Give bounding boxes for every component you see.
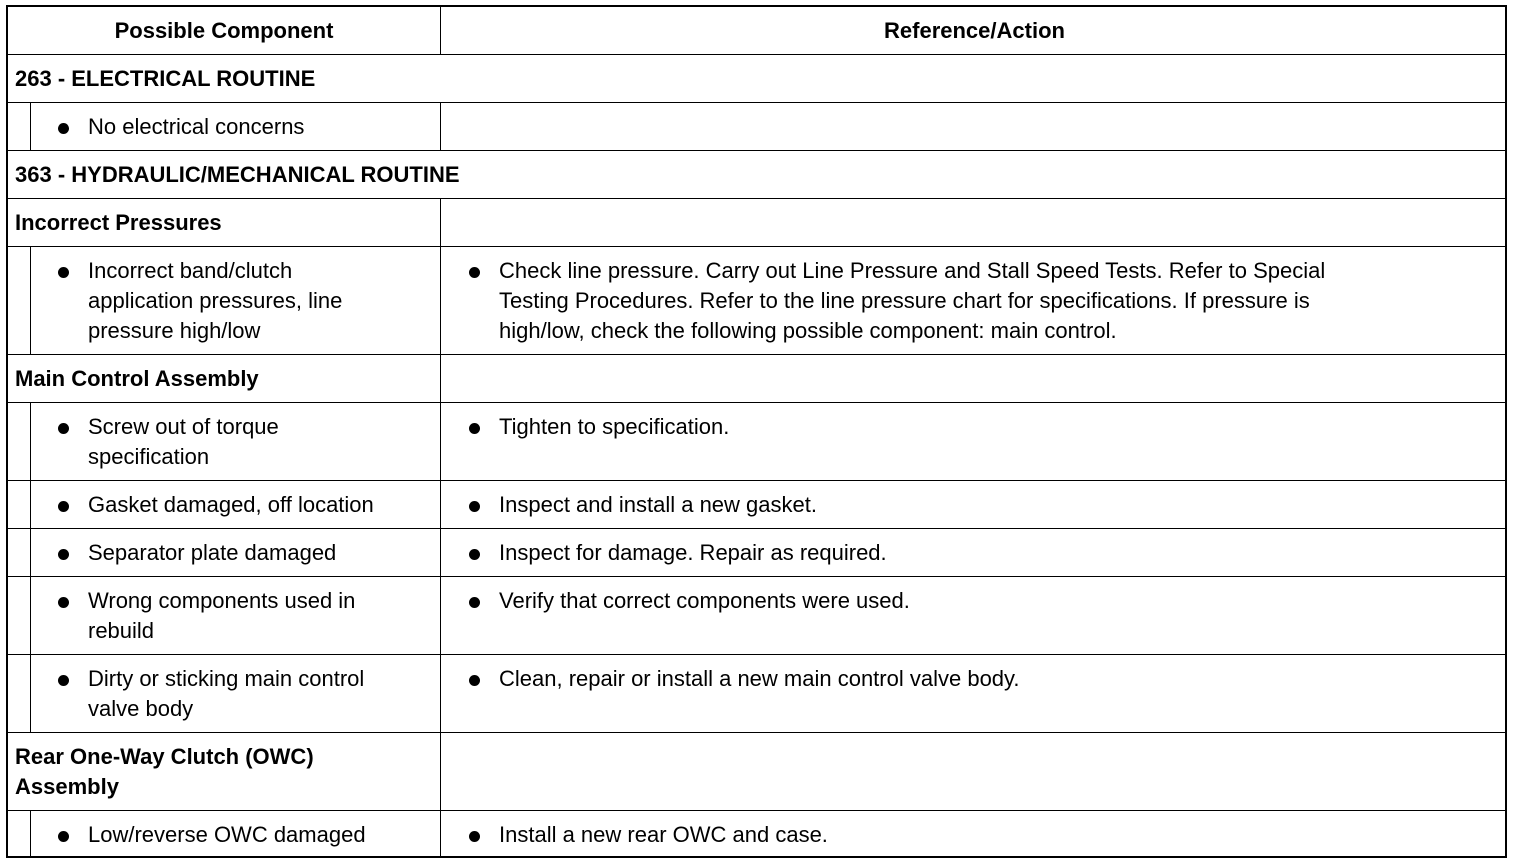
- bullet-icon: [469, 267, 480, 278]
- component-text: Gasket damaged, off location: [88, 492, 374, 517]
- component-text: Low/reverse OWC damaged: [88, 822, 366, 847]
- component-text: application pressures, line: [88, 288, 343, 313]
- bullet-icon: [469, 423, 480, 434]
- column-header-action: Reference/Action: [884, 18, 1065, 43]
- action-text: Check line pressure. Carry out Line Pressure and Stall Speed Tests. Refer to Special: [499, 258, 1326, 283]
- subsection-title: Incorrect Pressures: [15, 210, 222, 235]
- bullet-icon: [58, 549, 69, 560]
- action-text: Inspect and install a new gasket.: [499, 492, 817, 517]
- bullet-icon: [58, 123, 69, 134]
- action-text: Verify that correct components were used.: [499, 588, 910, 613]
- table-header-row: [8, 7, 1505, 55]
- subsection-title: Main Control Assembly: [15, 366, 259, 391]
- component-text: rebuild: [88, 618, 155, 643]
- bullet-icon: [58, 675, 69, 686]
- component-text: Screw out of torque: [88, 414, 279, 439]
- table-row: [8, 577, 1505, 655]
- action-text: Install a new rear OWC and case.: [499, 822, 828, 847]
- action-text: Inspect for damage. Repair as required.: [499, 540, 887, 565]
- subsection-title: Assembly: [15, 774, 119, 799]
- section-row-electrical: [8, 55, 1505, 103]
- bullet-icon: [58, 267, 69, 278]
- table-row: [8, 481, 1505, 529]
- table-row: [8, 529, 1505, 577]
- subsection-row-main-control: [8, 355, 1505, 403]
- component-text: Wrong components used in: [88, 588, 356, 613]
- section-title: 263 - ELECTRICAL ROUTINE: [15, 66, 316, 91]
- bullet-icon: [469, 831, 480, 842]
- action-text: Clean, repair or install a new main control valve body.: [499, 666, 1020, 691]
- section-row-hydraulic: [8, 151, 1505, 199]
- bullet-icon: [469, 675, 480, 686]
- action-text: Testing Procedures. Refer to the line pressure chart for specifications. If pressure is: [499, 288, 1310, 313]
- bullet-icon: [58, 831, 69, 842]
- bullet-icon: [58, 501, 69, 512]
- bullet-icon: [469, 549, 480, 560]
- table-row: [8, 103, 1505, 151]
- bullet-icon: [469, 597, 480, 608]
- column-header-component: Possible Component: [114, 18, 334, 43]
- component-text: No electrical concerns: [88, 114, 305, 139]
- table-row: [8, 247, 1505, 355]
- subsection-row-incorrect-pressures: [8, 199, 1505, 247]
- table-row: [8, 655, 1505, 733]
- component-text: specification: [88, 444, 210, 469]
- subsection-title: Rear One-Way Clutch (OWC): [15, 744, 314, 769]
- component-text: Separator plate damaged: [88, 540, 337, 565]
- bullet-icon: [58, 423, 69, 434]
- component-text: valve body: [88, 696, 194, 721]
- bullet-icon: [469, 501, 480, 512]
- subsection-row-rear-owc: [8, 733, 1505, 811]
- component-text: Incorrect band/clutch: [88, 258, 293, 283]
- bullet-icon: [58, 597, 69, 608]
- table-row: [8, 403, 1505, 481]
- table-row: [8, 811, 1505, 856]
- component-text: pressure high/low: [88, 318, 261, 343]
- diagnostic-table: [6, 5, 1507, 858]
- action-text: high/low, check the following possible component: main control.: [499, 318, 1117, 343]
- action-text: Tighten to specification.: [499, 414, 730, 439]
- component-text: Dirty or sticking main control: [88, 666, 365, 691]
- section-title: 363 - HYDRAULIC/MECHANICAL ROUTINE: [15, 162, 460, 187]
